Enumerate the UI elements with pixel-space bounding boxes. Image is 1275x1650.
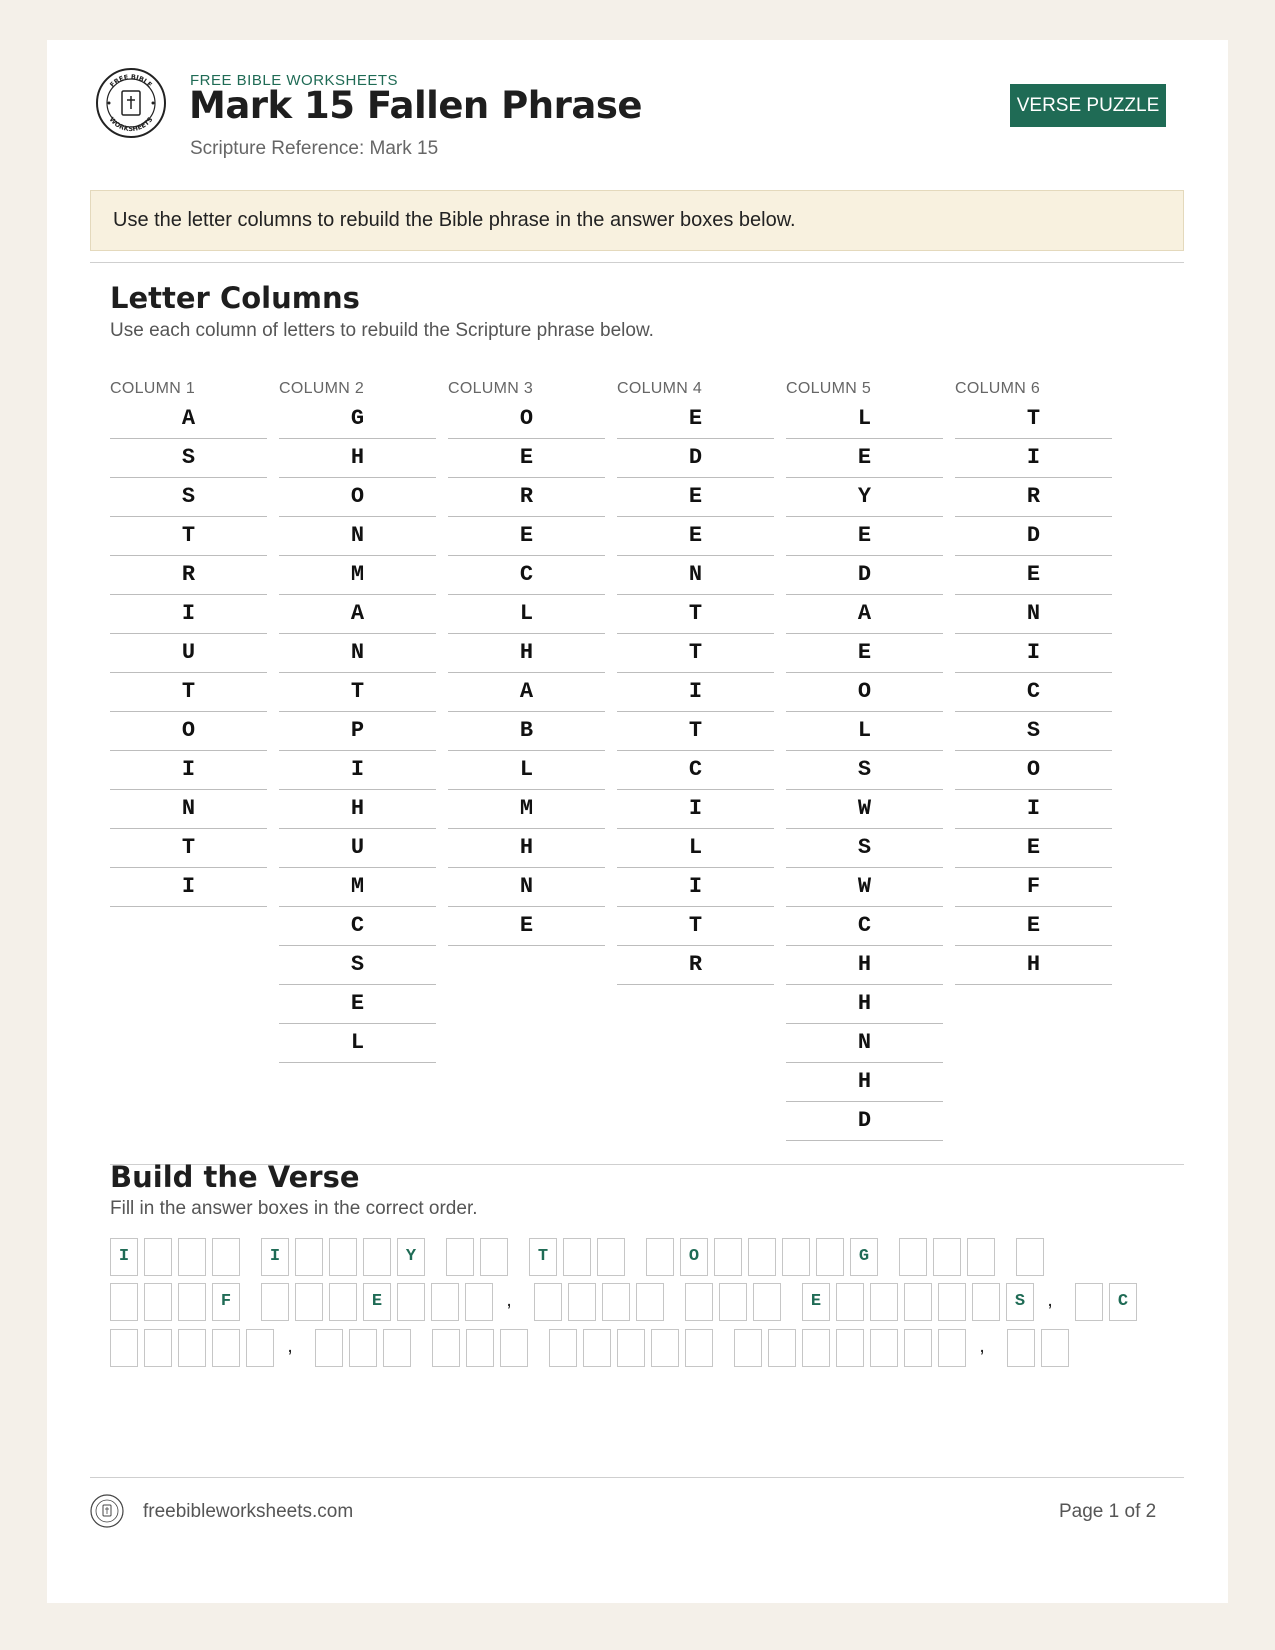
- answer-box[interactable]: [836, 1283, 864, 1321]
- column-letter: R: [955, 478, 1112, 517]
- answer-box[interactable]: [714, 1238, 742, 1276]
- answer-box[interactable]: [568, 1283, 596, 1321]
- column-header: COLUMN 5: [786, 380, 872, 397]
- column-letter: H: [955, 946, 1112, 985]
- answer-box[interactable]: [563, 1238, 591, 1276]
- column-letter: I: [955, 439, 1112, 478]
- column-letter: R: [448, 478, 605, 517]
- answer-box[interactable]: T: [529, 1238, 557, 1276]
- answer-box[interactable]: [329, 1238, 357, 1276]
- column-letter: R: [110, 556, 267, 595]
- answer-box[interactable]: Y: [397, 1238, 425, 1276]
- svg-text:WORKSHEETS: WORKSHEETS: [107, 115, 155, 134]
- column-letter: H: [448, 829, 605, 868]
- column-letter: N: [617, 556, 774, 595]
- column-letter: S: [786, 829, 943, 868]
- column-letter: E: [617, 478, 774, 517]
- column-letter: O: [955, 751, 1112, 790]
- answer-box[interactable]: [465, 1283, 493, 1321]
- answer-box[interactable]: E: [802, 1283, 830, 1321]
- answer-box[interactable]: [431, 1283, 459, 1321]
- column-letter: G: [279, 400, 436, 439]
- column-letter: E: [955, 829, 1112, 868]
- answer-box[interactable]: [802, 1329, 830, 1367]
- column-letter: H: [786, 1063, 943, 1102]
- answer-box[interactable]: [748, 1238, 776, 1276]
- column-header: COLUMN 3: [448, 380, 534, 397]
- column-letter: C: [448, 556, 605, 595]
- answer-box[interactable]: [500, 1329, 528, 1367]
- column-letter: R: [617, 946, 774, 985]
- column-letter: N: [448, 868, 605, 907]
- worksheet-page: [47, 40, 1228, 1603]
- column-header: COLUMN 2: [279, 380, 365, 397]
- column-letter: D: [786, 556, 943, 595]
- column-letter: E: [786, 439, 943, 478]
- column-letter: M: [448, 790, 605, 829]
- column-letter: S: [786, 751, 943, 790]
- answer-box[interactable]: [967, 1238, 995, 1276]
- answer-box[interactable]: [383, 1329, 411, 1367]
- svg-text:FREE BIBLE: FREE BIBLE: [108, 72, 154, 89]
- answer-box[interactable]: [938, 1283, 966, 1321]
- answer-box[interactable]: [144, 1329, 172, 1367]
- answer-box[interactable]: [933, 1238, 961, 1276]
- column-letter: I: [617, 790, 774, 829]
- answer-box[interactable]: [329, 1283, 357, 1321]
- answer-box[interactable]: F: [212, 1283, 240, 1321]
- letter-column-2: [279, 377, 436, 1063]
- answer-box[interactable]: [597, 1238, 625, 1276]
- column-letter: C: [955, 673, 1112, 712]
- answer-box[interactable]: [178, 1329, 206, 1367]
- punctuation-mark: ,: [287, 1335, 293, 1357]
- column-letter: I: [279, 751, 436, 790]
- column-letter: O: [448, 400, 605, 439]
- column-letter: T: [617, 907, 774, 946]
- answer-box[interactable]: [349, 1329, 377, 1367]
- answer-box[interactable]: [1007, 1329, 1035, 1367]
- column-letter: N: [110, 790, 267, 829]
- answer-box[interactable]: I: [110, 1238, 138, 1276]
- column-letter: T: [617, 595, 774, 634]
- answer-box[interactable]: [246, 1329, 274, 1367]
- answer-box[interactable]: [144, 1238, 172, 1276]
- answer-box[interactable]: [295, 1238, 323, 1276]
- answer-box[interactable]: [719, 1283, 747, 1321]
- answer-box[interactable]: [753, 1283, 781, 1321]
- letter-columns-title: Letter Columns: [110, 281, 360, 315]
- column-letter: E: [786, 517, 943, 556]
- column-letter: O: [786, 673, 943, 712]
- instruction-box: Use the letter columns to rebuild the Bible phrase in the answer boxes below.: [90, 190, 1184, 251]
- column-letter: W: [786, 868, 943, 907]
- column-letter: U: [110, 634, 267, 673]
- column-letter: D: [617, 439, 774, 478]
- letter-column-4: [617, 377, 774, 985]
- column-letter: E: [448, 907, 605, 946]
- column-letter: A: [279, 595, 436, 634]
- column-letter: E: [955, 556, 1112, 595]
- column-header: COLUMN 6: [955, 380, 1041, 397]
- column-letter: O: [279, 478, 436, 517]
- column-letter: E: [617, 517, 774, 556]
- column-letter: N: [955, 595, 1112, 634]
- column-letter: O: [110, 712, 267, 751]
- answer-box[interactable]: [212, 1238, 240, 1276]
- column-letter: N: [279, 517, 436, 556]
- column-letter: I: [617, 868, 774, 907]
- column-letter: S: [110, 478, 267, 517]
- punctuation-mark: ,: [1047, 1289, 1053, 1311]
- footer-site: freebibleworksheets.com: [143, 1501, 354, 1522]
- column-letter: N: [279, 634, 436, 673]
- column-letter: S: [279, 946, 436, 985]
- column-letter: Y: [786, 478, 943, 517]
- answer-box[interactable]: [432, 1329, 460, 1367]
- answer-box[interactable]: [734, 1329, 762, 1367]
- column-letter: T: [955, 400, 1112, 439]
- answer-box[interactable]: [768, 1329, 796, 1367]
- answer-box[interactable]: [685, 1283, 713, 1321]
- column-letter: D: [786, 1102, 943, 1141]
- answer-box[interactable]: [480, 1238, 508, 1276]
- column-letter: P: [279, 712, 436, 751]
- answer-box[interactable]: [1016, 1238, 1044, 1276]
- answer-box[interactable]: [144, 1283, 172, 1321]
- column-header: COLUMN 4: [617, 380, 703, 397]
- column-letter: A: [786, 595, 943, 634]
- column-letter: B: [448, 712, 605, 751]
- build-verse-title: Build the Verse: [110, 1160, 360, 1194]
- answer-box[interactable]: [651, 1329, 679, 1367]
- column-letter: C: [279, 907, 436, 946]
- column-letter: E: [448, 517, 605, 556]
- answer-box[interactable]: [110, 1283, 138, 1321]
- punctuation-mark: ,: [506, 1289, 512, 1311]
- column-letter: T: [617, 634, 774, 673]
- column-letter: S: [955, 712, 1112, 751]
- page-title: Mark 15 Fallen Phrase: [189, 84, 642, 127]
- column-letter: L: [448, 595, 605, 634]
- column-letter: E: [955, 907, 1112, 946]
- brand-name: FREE BIBLE WORKSHEETS: [190, 72, 399, 89]
- answer-box[interactable]: G: [850, 1238, 878, 1276]
- column-letter: A: [448, 673, 605, 712]
- answer-box[interactable]: [904, 1329, 932, 1367]
- answer-box[interactable]: [870, 1329, 898, 1367]
- answer-box[interactable]: [938, 1329, 966, 1367]
- answer-box[interactable]: [397, 1283, 425, 1321]
- answer-box[interactable]: [972, 1283, 1000, 1321]
- column-letter: M: [279, 556, 436, 595]
- column-letter: L: [617, 829, 774, 868]
- column-letter: I: [955, 634, 1112, 673]
- footer-divider: [90, 1477, 1184, 1478]
- column-letter: C: [786, 907, 943, 946]
- answer-box[interactable]: [549, 1329, 577, 1367]
- answer-box[interactable]: [617, 1329, 645, 1367]
- column-letter: I: [110, 595, 267, 634]
- answer-box[interactable]: [295, 1283, 323, 1321]
- column-letter: T: [110, 517, 267, 556]
- column-letter: A: [110, 400, 267, 439]
- verse-puzzle-badge: VERSE PUZZLE: [1010, 84, 1166, 127]
- answer-box[interactable]: [646, 1238, 674, 1276]
- answer-box[interactable]: [534, 1283, 562, 1321]
- column-letter: C: [617, 751, 774, 790]
- answer-box[interactable]: [363, 1238, 391, 1276]
- column-letter: I: [110, 751, 267, 790]
- answer-box[interactable]: [636, 1283, 664, 1321]
- column-letter: M: [279, 868, 436, 907]
- answer-box[interactable]: [1075, 1283, 1103, 1321]
- answer-box[interactable]: [836, 1329, 864, 1367]
- column-letter: I: [617, 673, 774, 712]
- column-letter: H: [279, 790, 436, 829]
- bible-worksheets-logo: [95, 67, 167, 139]
- column-letter: E: [786, 634, 943, 673]
- page-number: Page 1 of 2: [1059, 1501, 1157, 1522]
- column-letter: L: [448, 751, 605, 790]
- answer-box[interactable]: [178, 1238, 206, 1276]
- answer-box[interactable]: [870, 1283, 898, 1321]
- answer-box[interactable]: [110, 1329, 138, 1367]
- column-letter: W: [786, 790, 943, 829]
- letter-column-1: [110, 377, 267, 907]
- answer-box[interactable]: [1041, 1329, 1069, 1367]
- footer-logo: [90, 1494, 124, 1528]
- column-letter: T: [110, 673, 267, 712]
- answer-box[interactable]: I: [261, 1238, 289, 1276]
- answer-box[interactable]: [583, 1329, 611, 1367]
- letter-column-6: [955, 377, 1112, 985]
- answer-box[interactable]: [782, 1238, 810, 1276]
- answer-box[interactable]: [466, 1329, 494, 1367]
- column-letter: N: [786, 1024, 943, 1063]
- column-letter: E: [617, 400, 774, 439]
- column-letter: S: [110, 439, 267, 478]
- column-letter: F: [955, 868, 1112, 907]
- answer-box[interactable]: [685, 1329, 713, 1367]
- answer-box[interactable]: E: [363, 1283, 391, 1321]
- answer-box[interactable]: C: [1109, 1283, 1137, 1321]
- column-letter: H: [786, 946, 943, 985]
- section-divider: [90, 262, 1184, 263]
- letter-column-3: [448, 377, 605, 946]
- column-letter: I: [110, 868, 267, 907]
- letter-columns-subtitle: Use each column of letters to rebuild the Scripture phrase below.: [110, 320, 654, 341]
- column-letter: I: [955, 790, 1112, 829]
- answer-box[interactable]: [315, 1329, 343, 1367]
- column-letter: L: [279, 1024, 436, 1063]
- answer-box[interactable]: [899, 1238, 927, 1276]
- scripture-reference: Scripture Reference: Mark 15: [190, 138, 439, 159]
- answer-box[interactable]: S: [1006, 1283, 1034, 1321]
- column-header: COLUMN 1: [110, 380, 196, 397]
- answer-box[interactable]: [816, 1238, 844, 1276]
- build-verse-subtitle: Fill in the answer boxes in the correct order.: [110, 1198, 478, 1219]
- answer-box[interactable]: [178, 1283, 206, 1321]
- column-letter: E: [279, 985, 436, 1024]
- column-letter: H: [786, 985, 943, 1024]
- column-letter: H: [279, 439, 436, 478]
- column-letter: D: [955, 517, 1112, 556]
- answer-box[interactable]: [904, 1283, 932, 1321]
- column-letter: T: [110, 829, 267, 868]
- answer-box[interactable]: [446, 1238, 474, 1276]
- punctuation-mark: ,: [979, 1335, 985, 1357]
- column-letter: L: [786, 712, 943, 751]
- column-letter: U: [279, 829, 436, 868]
- answer-box[interactable]: [602, 1283, 630, 1321]
- answer-box[interactable]: [261, 1283, 289, 1321]
- answer-box[interactable]: O: [680, 1238, 708, 1276]
- answer-box[interactable]: [212, 1329, 240, 1367]
- column-letter: E: [448, 439, 605, 478]
- column-letter: T: [279, 673, 436, 712]
- column-letter: L: [786, 400, 943, 439]
- column-letter: H: [448, 634, 605, 673]
- letter-column-5: [786, 377, 943, 1141]
- column-letter: T: [617, 712, 774, 751]
